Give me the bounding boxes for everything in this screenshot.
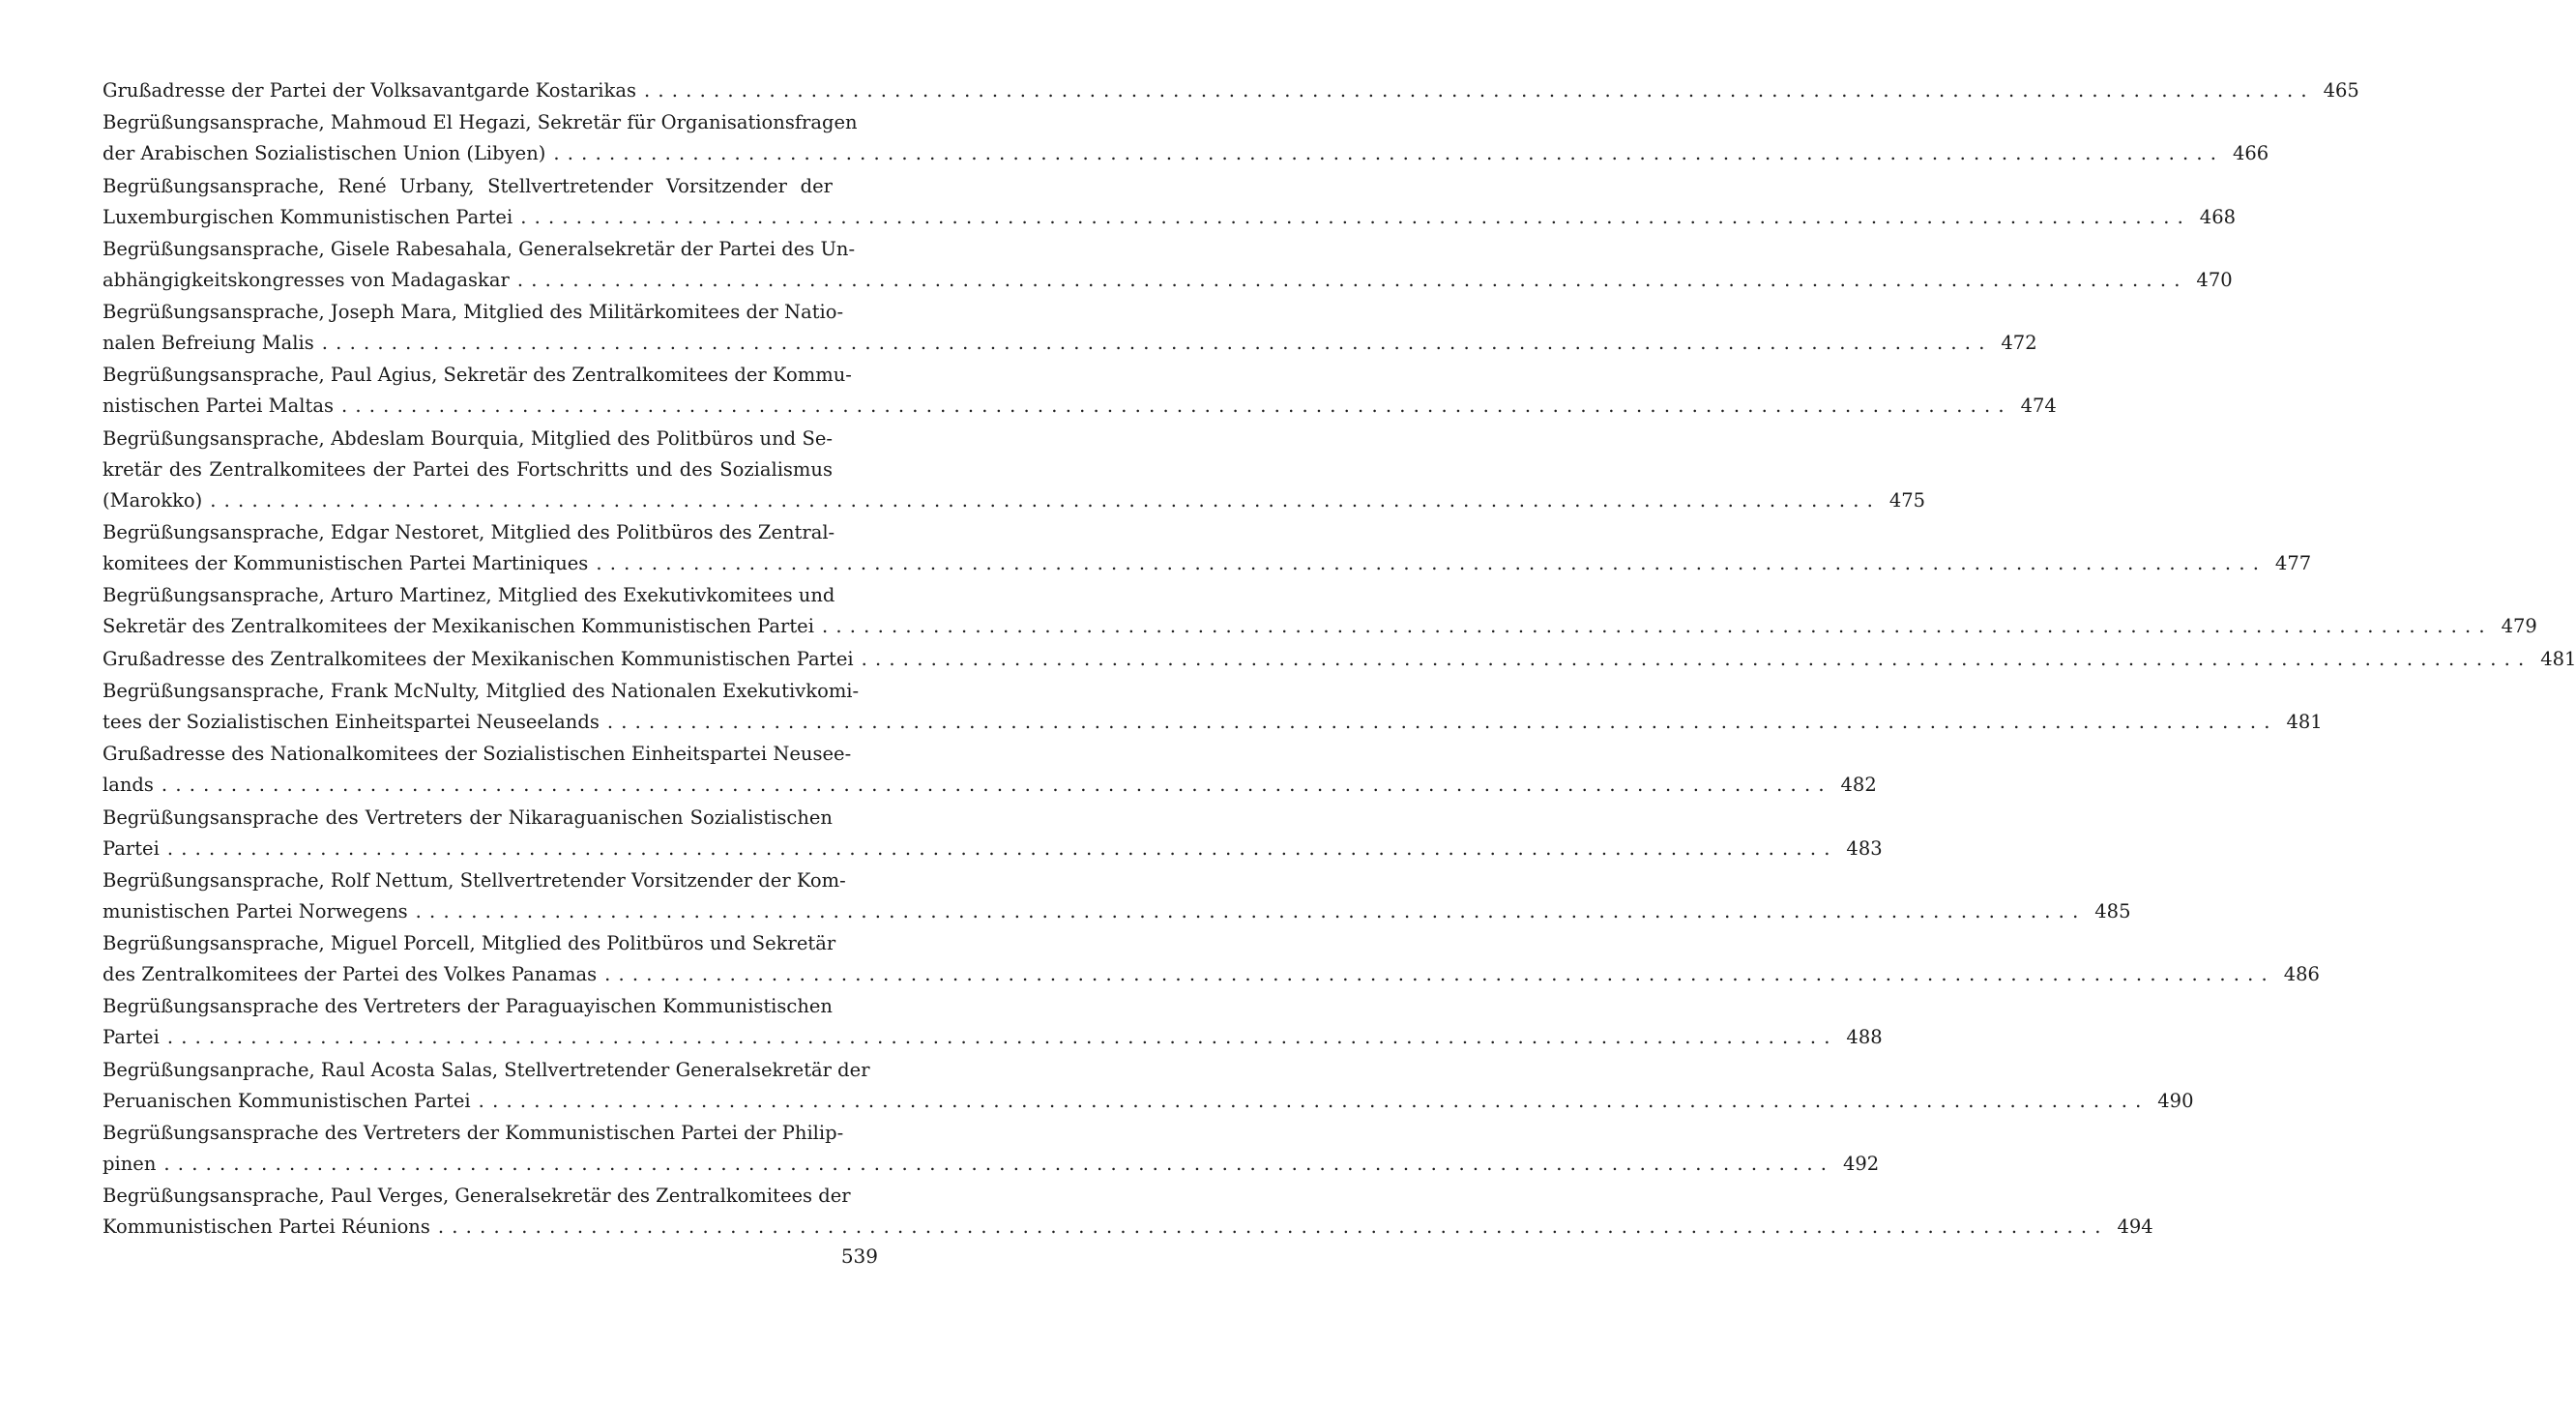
toc-entry <box>102 234 2233 296</box>
dot-leader: ........................................................................................................................ <box>166 836 1838 860</box>
dot-leader: ........................................................................................................................ <box>604 963 2275 986</box>
toc-entry-line: Begrüßungsansprache, Paul Agius, Sekretär des Zentralkomitees der Kommu- <box>102 364 852 387</box>
toc-entry <box>102 580 2537 642</box>
toc-entry-line: Begrüßungsansprache, Arturo Martinez, Mitglied des Exekutivkomitees und <box>102 584 835 607</box>
toc-entry-line: Begrüßungsansprache, Paul Verges, Generalsekretär des Zentralkomitees der <box>102 1185 851 1208</box>
toc-entry-final-line <box>102 1022 1883 1053</box>
dot-leader: ........................................................................................................................ <box>861 647 2532 670</box>
toc-entry-page: 485 <box>2094 899 2131 922</box>
dot-leader: ........................................................................................................................ <box>606 710 2278 733</box>
toc-entry <box>102 928 2320 990</box>
toc-entry-line: Begrüßungsansprache, Joseph Mara, Mitglied des Militärkomitees der Natio- <box>102 301 844 324</box>
dot-leader: ........................................................................................................................ <box>596 552 2268 575</box>
toc-entry-line: Begrüßungsansprache des Vertreters der Paraguayischen Kommunistischen <box>102 995 833 1018</box>
dot-leader: ........................................................................................................................ <box>210 488 1882 512</box>
dot-leader: ........................................................................................................................ <box>643 79 2315 102</box>
toc-entry-final-line <box>102 265 2233 296</box>
toc-entry-page: 474 <box>2020 395 2057 418</box>
toc-entry-final-line <box>102 1086 2194 1117</box>
toc-entry <box>102 424 1926 516</box>
page-number: 539 <box>840 1244 878 1268</box>
toc-entry-line: Begrüßungsansprache, Mahmoud El Hegazi, Sekretär für Organisationsfragen <box>102 111 858 134</box>
toc-entry-line: Begrüßungsansprache, René Urbany, Stellvertretender Vorsitzender der <box>102 174 833 197</box>
toc-entry-page: 494 <box>2117 1215 2153 1239</box>
toc-entry-title-end: Sekretär des Zentralkomitees der Mexikanischen Kommunistischen Partei <box>102 615 814 638</box>
toc-entry-title-end: lands <box>102 774 154 797</box>
toc-entry-title-end: Grußadresse der Partei der Volksavantgarde Kostarikas <box>102 79 636 102</box>
dot-leader: ........................................................................................................................ <box>520 205 2192 228</box>
toc-entry-line: Begrüßungsansprache des Vertreters der Kommunistischen Partei der Philip- <box>102 1122 844 1145</box>
toc-entry-final-line <box>102 75 2359 106</box>
toc-entry-title-end: abhängigkeitskongresses von Madagaskar <box>102 268 510 291</box>
toc-entry-final-line <box>102 485 1926 516</box>
toc-entry-final-line <box>102 1212 2153 1243</box>
table-of-contents <box>102 75 2576 1244</box>
toc-entry-line: Begrüßungsansprache, Edgar Nestoret, Mitglied des Politbüros des Zentral- <box>102 521 835 544</box>
toc-entry <box>102 803 1883 864</box>
toc-entry-final-line <box>102 328 2037 359</box>
toc-entry-title-end: nistischen Partei Maltas <box>102 395 334 418</box>
toc-entry-final-line <box>102 138 2269 169</box>
toc-entry <box>102 1055 2194 1117</box>
dot-leader: ........................................................................................................................ <box>437 1215 2109 1239</box>
toc-entry-page: 483 <box>1846 836 1883 860</box>
dot-leader: ........................................................................................................................ <box>166 1026 1838 1049</box>
toc-entry-line: kretär des Zentralkomitees der Partei des Fortschritts und des Sozialismus <box>102 457 833 481</box>
toc-entry-title-end: tees der Sozialistischen Einheitspartei Neuseelands <box>102 710 600 733</box>
toc-entry <box>102 1181 2153 1243</box>
toc-entry <box>102 991 1883 1053</box>
toc-entry-page: 468 <box>2199 205 2237 228</box>
toc-entry-title-end: der Arabischen Sozialistischen Union (Libyen) <box>102 142 546 165</box>
toc-entry-line: Begrüßungsansprache, Frank McNulty, Mitglied des Nationalen Exekutivkomi- <box>102 679 860 702</box>
toc-entry-line: Begrüßungsansprache, Gisele Rabesahala, Generalsekretär der Partei des Un- <box>102 237 856 260</box>
dot-leader: ........................................................................................................................ <box>415 899 2087 922</box>
toc-entry-page: 482 <box>1840 774 1877 797</box>
toc-entry-page: 490 <box>2157 1089 2194 1112</box>
toc-entry-title-end: Kommunistischen Partei Réunions <box>102 1215 430 1239</box>
toc-page <box>102 75 2576 1244</box>
toc-entry-line: Begrüßungsansprache, Abdeslam Bourquia, Mitglied des Politbüros und Se- <box>102 426 833 450</box>
toc-entry <box>102 739 1877 801</box>
toc-entry-final-line <box>102 644 2576 675</box>
toc-entry-title-end: des Zentralkomitees der Partei des Volkes Panamas <box>102 963 598 986</box>
toc-entry-page: 479 <box>2501 615 2537 638</box>
toc-entry-line: Begrüßungsansprache des Vertreters der Nikaraguanischen Sozialistischen <box>102 805 833 829</box>
toc-entry-page: 475 <box>1888 488 1926 512</box>
toc-entry-final-line <box>102 391 2057 422</box>
dot-leader: ........................................................................................................................ <box>821 615 2493 638</box>
toc-entry-title-end: Grußadresse des Zentralkomitees der Mexikanischen Kommunistischen Partei <box>102 647 854 670</box>
toc-entry-final-line <box>102 1149 1880 1180</box>
toc-entry-line: Begrüßungsansprache, Rolf Nettum, Stellvertretender Vorsitzender der Kom- <box>102 868 846 892</box>
toc-entry-page: 472 <box>2001 332 2037 355</box>
toc-entry-title-end: Luxemburgischen Kommunistischen Partei <box>102 205 513 228</box>
toc-entry-title-end: munistischen Partei Norwegens <box>102 899 408 922</box>
toc-entry <box>102 517 2312 579</box>
toc-entry-page: 492 <box>1842 1153 1880 1176</box>
dot-leader: ........................................................................................................................ <box>553 142 2225 165</box>
toc-entry <box>102 297 2037 359</box>
dot-leader: ........................................................................................................................ <box>516 268 2188 291</box>
toc-entry-line: Begrüßungsanprache, Raul Acosta Salas, Stellvertretender Generalsekretär der <box>102 1058 870 1081</box>
toc-entry-page: 488 <box>1846 1026 1883 1049</box>
toc-entry-page: 481 <box>2286 710 2323 733</box>
dot-leader: ........................................................................................................................ <box>340 395 2012 418</box>
toc-entry <box>102 676 2323 738</box>
toc-entry-line: Grußadresse des Nationalkomitees der Sozialistischen Einheitspartei Neusee- <box>102 743 852 766</box>
toc-entry-title-end: nalen Befreiung Malis <box>102 332 314 355</box>
toc-entry-page: 486 <box>2283 963 2320 986</box>
dot-leader: ........................................................................................................................ <box>163 1153 1835 1176</box>
toc-entry-title-end: Partei <box>102 1026 160 1049</box>
toc-entry-title-end: (Marokko) <box>102 488 203 512</box>
toc-entry-line: Begrüßungsansprache, Miguel Porcell, Mitglied des Politbüros und Sekretär <box>102 932 836 955</box>
toc-entry-page: 477 <box>2274 552 2312 575</box>
toc-entry-page: 466 <box>2232 142 2269 165</box>
toc-entry-final-line <box>102 896 2131 927</box>
toc-entry-final-line <box>102 202 2237 233</box>
toc-entry-title-end: komitees der Kommunistischen Partei Martiniques <box>102 552 589 575</box>
toc-entry-page: 470 <box>2196 268 2233 291</box>
toc-entry <box>102 644 2576 675</box>
toc-entry <box>102 107 2269 169</box>
toc-entry <box>102 75 2359 106</box>
toc-entry-title-end: Peruanischen Kommunistischen Partei <box>102 1089 471 1112</box>
dot-leader: ........................................................................................................................ <box>321 332 1993 355</box>
dot-leader: ........................................................................................................................ <box>161 774 1832 797</box>
toc-entry-final-line <box>102 611 2537 642</box>
toc-entry-page: 481 <box>2540 647 2576 670</box>
toc-entry <box>102 865 2131 927</box>
dot-leader: ........................................................................................................................ <box>478 1089 2150 1112</box>
toc-entry-final-line <box>102 959 2320 990</box>
toc-entry-title-end: Partei <box>102 836 160 860</box>
toc-entry-final-line <box>102 834 1883 864</box>
toc-entry-final-line <box>102 770 1877 801</box>
toc-entry-final-line <box>102 707 2323 738</box>
toc-entry <box>102 171 2237 233</box>
toc-entry-title-end: pinen <box>102 1153 157 1176</box>
toc-entry-page: 465 <box>2323 79 2359 102</box>
toc-entry <box>102 1118 1880 1180</box>
toc-entry-final-line <box>102 548 2312 579</box>
toc-entry <box>102 360 2057 422</box>
